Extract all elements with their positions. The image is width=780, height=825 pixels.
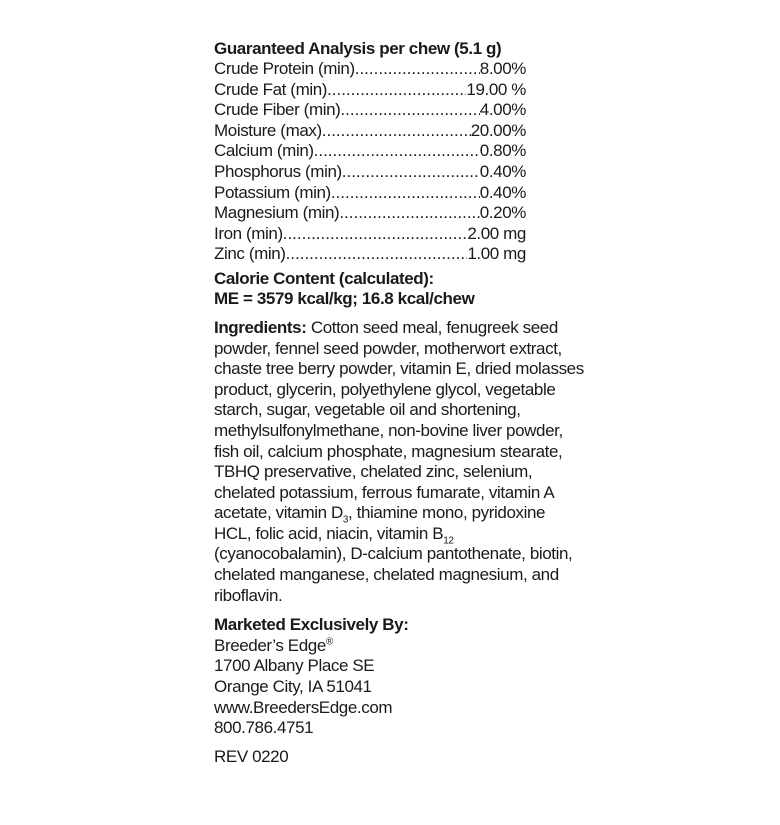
analysis-name: Crude Fiber (min)	[214, 100, 341, 120]
analysis-row-iron	[214, 224, 526, 245]
analysis-row-phosphorus	[214, 162, 526, 183]
ingredients-label: Ingredients:	[214, 317, 307, 337]
website: www.BreedersEdge.com	[214, 697, 393, 717]
analysis-value: 0.20%	[479, 203, 526, 223]
ingredients-text: (cyanocobalamin), D-calcium pantothenate, biotin, chelated manganese, chelated magnesium, and riboflavin.	[214, 544, 573, 605]
analysis-value: 0.80%	[479, 141, 526, 161]
ingredients-text: Cotton seed meal, fenugreek seed powder, fennel seed powder, motherwort extract, chaste tree berry powder, vitamin E, dried molasses product, glycerin, polyethylene glycol, vegetable starch, sugar, vegetable oil and shortening, methylsulfonylmethane, non-bovine liver powder, fish oil, calcium phosphate, magnesium stearate, TBHQ preservative, chelated zinc, selenium, chelated potassium, ferrous fumarate, vitamin A acetate, vitamin D	[214, 317, 584, 523]
leader-dots	[283, 224, 468, 245]
ingredients-paragraph	[214, 318, 586, 606]
analysis-name: Magnesium (min)	[214, 203, 340, 223]
analysis-name: Crude Protein (min)	[214, 59, 355, 78]
phone: 800.786.4751	[214, 718, 314, 738]
leader-dots	[322, 121, 471, 142]
address-line-2: Orange City, IA 51041	[214, 677, 372, 697]
calorie-value: ME = 3579 kcal/kg; 16.8 kcal/chew	[214, 289, 475, 309]
analysis-row-moisture	[214, 121, 526, 142]
product-label	[214, 38, 594, 767]
registered-mark: ®	[325, 636, 333, 648]
analysis-name: Phosphorus (min)	[214, 161, 342, 181]
leader-dots	[355, 59, 480, 80]
analysis-name: Calcium (min)	[214, 141, 314, 161]
analysis-name: Crude Fat (min)	[214, 79, 328, 99]
leader-dots	[340, 100, 479, 121]
analysis-value: 20.00%	[470, 120, 526, 140]
analysis-row-crude-fat	[214, 80, 526, 101]
leader-dots	[286, 244, 468, 265]
analysis-value: 1.00 mg	[467, 244, 526, 264]
revision-code: REV 0220	[214, 746, 289, 766]
marketer-heading: Marketed Exclusively By:	[214, 615, 409, 635]
leader-dots	[331, 183, 480, 204]
marketer-block	[214, 615, 594, 739]
analysis-value: 19.00 %	[466, 79, 526, 99]
analysis-row-crude-protein	[214, 59, 526, 80]
guaranteed-analysis-table	[214, 59, 594, 265]
analysis-row-calcium	[214, 141, 526, 162]
analysis-name: Potassium (min)	[214, 182, 331, 202]
analysis-value: 2.00 mg	[467, 223, 526, 243]
analysis-name: Moisture (max)	[214, 120, 322, 140]
calorie-content	[214, 269, 594, 310]
calorie-heading: Calorie Content (calculated):	[214, 268, 434, 288]
analysis-value: 4.00%	[479, 100, 526, 120]
leader-dots	[339, 203, 479, 224]
analysis-value: 0.40%	[479, 161, 526, 181]
leader-dots	[327, 80, 466, 101]
analysis-value: 8.00%	[479, 59, 526, 78]
company-name: Breeder’s Edge	[214, 635, 326, 655]
subscript: 12	[443, 535, 454, 547]
guaranteed-analysis-heading: Guaranteed Analysis per chew (5.1 g)	[214, 39, 502, 58]
leader-dots	[314, 141, 480, 162]
company-line	[214, 636, 594, 657]
analysis-row-zinc	[214, 244, 526, 265]
analysis-name: Iron (min)	[214, 223, 283, 243]
subscript: 3	[342, 514, 349, 526]
address-line-1: 1700 Albany Place SE	[214, 656, 375, 676]
analysis-value: 0.40%	[479, 182, 526, 202]
ingredients-text: , thiamine mono, pyridoxine HCL, folic acid, niacin, vitamin B	[214, 503, 546, 543]
analysis-name: Zinc (min)	[214, 244, 286, 264]
analysis-row-crude-fiber	[214, 100, 526, 121]
leader-dots	[342, 162, 480, 183]
analysis-row-magnesium	[214, 203, 526, 224]
analysis-row-potassium	[214, 183, 526, 204]
